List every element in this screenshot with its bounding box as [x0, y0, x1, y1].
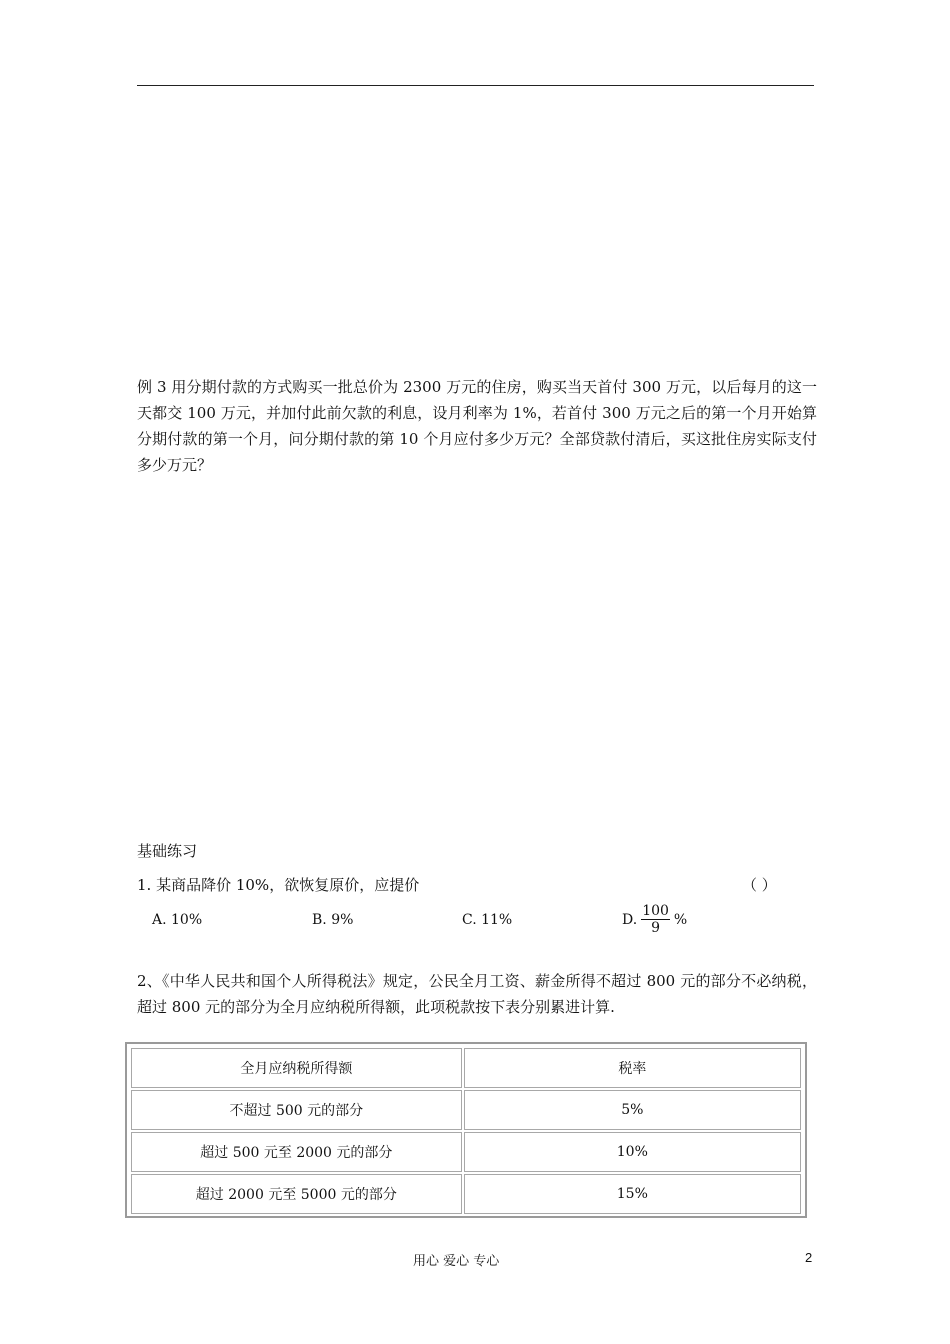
- table-cell: 15%: [464, 1174, 801, 1214]
- option-d-fraction: [641, 903, 670, 936]
- footer-text: 用心 爱心 专心: [413, 1254, 500, 1269]
- table-header-row: [131, 1048, 801, 1088]
- table-header-cell: 全月应纳税所得额: [131, 1048, 462, 1088]
- table-row: [131, 1174, 801, 1214]
- fraction-denominator: 9: [651, 920, 661, 936]
- question-1-option-b: B. 9%: [312, 912, 354, 928]
- table-cell: 超过 500 元至 2000 元的部分: [131, 1132, 462, 1172]
- page-number: 2: [805, 1250, 813, 1265]
- option-d-prefix: D.: [622, 911, 638, 928]
- table-cell: 10%: [464, 1132, 801, 1172]
- question-1-option-a: A. 10%: [152, 912, 203, 928]
- tax-rate-table: [125, 1042, 807, 1218]
- table-cell: 5%: [464, 1090, 801, 1130]
- question-1-text: 1. 某商品降价 10%，欲恢复原价，应提价: [137, 876, 420, 894]
- table-row: [131, 1132, 801, 1172]
- question-1-answer-bracket: （ ）: [742, 876, 777, 894]
- table-header-cell: 税率: [464, 1048, 801, 1088]
- question-1-option-c: C. 11%: [462, 912, 513, 928]
- header-rule: [137, 85, 814, 86]
- fraction-numerator: 100: [642, 903, 669, 919]
- question-2-text: 2、《中华人民共和国个人所得税法》规定，公民全月工资、薪金所得不超过 800 元的部分不必纳税，超过 800 元的部分为全月应纳税所得额，此项税款按下表分别累进计算.: [137, 972, 817, 1016]
- option-d-suffix: %: [673, 911, 688, 928]
- question-1-option-d: [622, 903, 687, 936]
- section-title: 基础练习: [137, 842, 198, 860]
- table-row: [131, 1090, 801, 1130]
- example-3-problem: 例 3 用分期付款的方式购买一批总价为 2300 万元的住房，购买当天首付 300 万元，以后每月的这一天都交 100 万元，并加付此前欠款的利息，设月利率为 1%，若首付 300 万元之后的第一个月开始算分期付款的第一个月，问分期付款的第 10 个月应付多少万元？全部贷款付清后，买这批住房实际支付多少万元？: [137, 378, 817, 474]
- table-cell: 超过 2000 元至 5000 元的部分: [131, 1174, 462, 1214]
- table-cell: 不超过 500 元的部分: [131, 1090, 462, 1130]
